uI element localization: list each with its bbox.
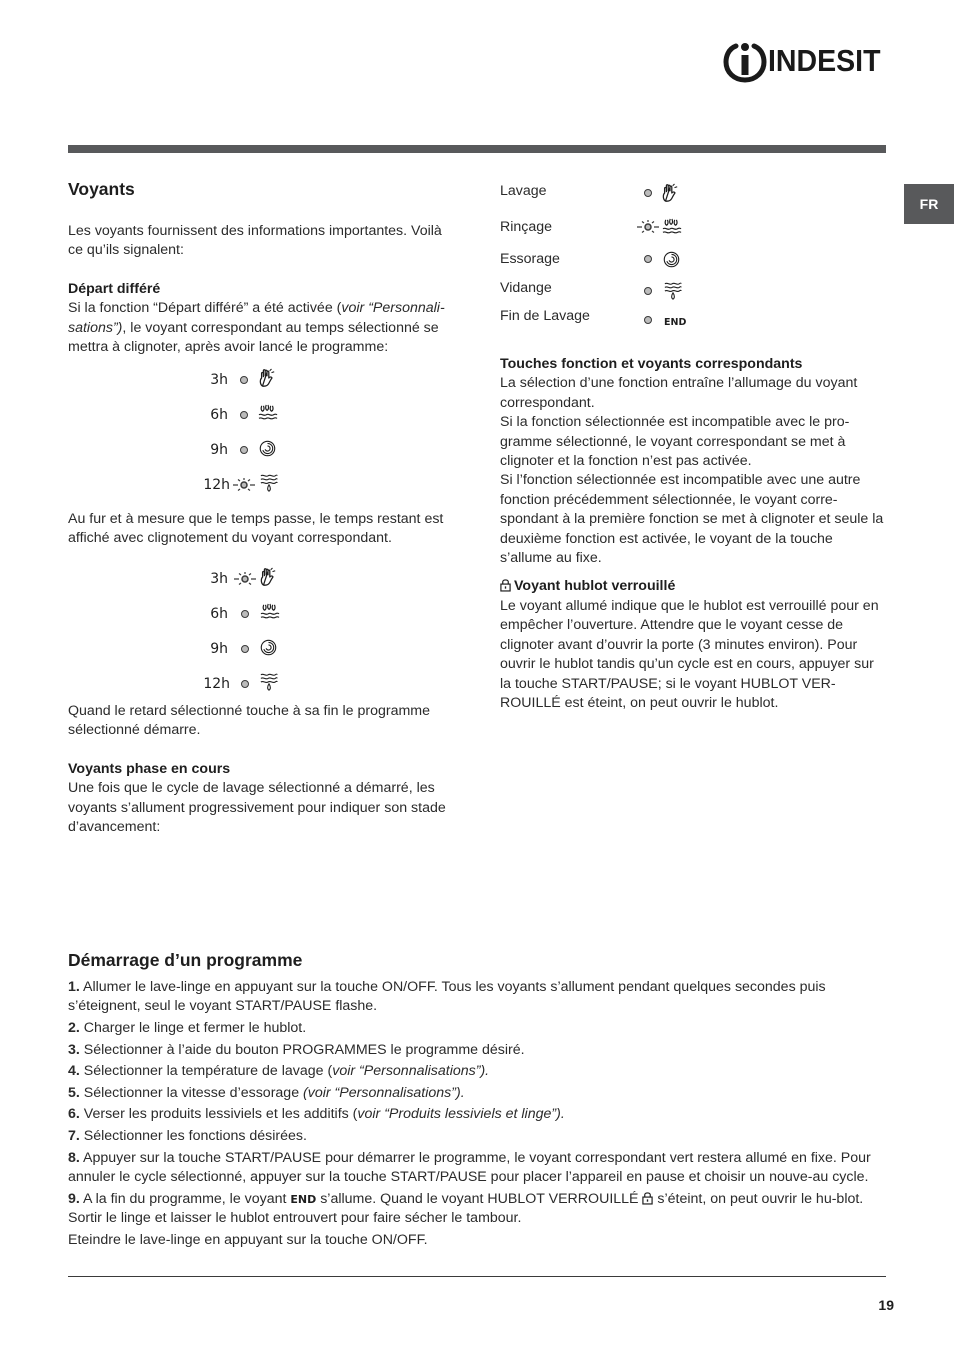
rinse-icon <box>258 404 278 422</box>
led-indicator <box>644 316 652 324</box>
step-item <box>68 1127 886 1146</box>
led-indicator <box>644 287 652 295</box>
led-indicator <box>644 189 652 197</box>
touches-title: Touches fonction et voyants correspondants <box>500 356 803 372</box>
timer-label-9h: 9h <box>210 641 228 657</box>
timer-row-12h <box>196 672 286 694</box>
phase-label-lavage: Lavage <box>500 183 547 199</box>
step-item <box>68 1062 886 1081</box>
step-text: Appuyer sur la touche START/PAUSE pour démarrer le programme, le voyant correspondant vert restera allumé en fixe. Pour annuler le cycle sélectionné, appuyer sur la touche START/PAUSE pour placer l’appareil en pause et choisir un nouve-au cycle. <box>68 1149 871 1185</box>
drain-icon <box>260 672 278 692</box>
page-number: 19 <box>878 1297 894 1313</box>
demarrage-steps <box>68 978 886 1252</box>
timer-row-9h <box>196 637 286 659</box>
end-indicator: END <box>290 1192 317 1206</box>
step-text: A la fin du programme, le voyant <box>79 1190 291 1207</box>
step-item <box>68 1149 886 1188</box>
footer-rule <box>68 1276 886 1277</box>
step-item <box>68 978 886 1017</box>
phase-label-fin-de-lavage: Fin de Lavage <box>500 308 590 324</box>
final-instruction: Eteindre le lave-linge en appuyant sur la touche ON/OFF. <box>68 1231 428 1248</box>
step-number: 7. <box>68 1127 80 1144</box>
blinking-led-icon <box>234 572 256 586</box>
phase-indicator-list <box>0 0 954 340</box>
step-italic: (voir “Personnalisations”). <box>303 1084 465 1101</box>
led-indicator <box>240 446 248 454</box>
spin-icon <box>663 251 680 268</box>
led-indicator <box>241 645 249 653</box>
phase-label-rincage: Rinçage <box>500 219 553 235</box>
step-number: 9. <box>68 1190 80 1207</box>
step-item <box>68 1105 886 1124</box>
step-item <box>68 1019 886 1038</box>
step-number: 3. <box>68 1041 80 1058</box>
hublot-text: Le voyant allumé indique que le hublot est verrouillé pour en empêcher l’ouverture. Attendre que le voyant cesse de clignoter avant d’ouvrir la porte (3 minutes environ). Pour ouvrir le hublot tandis qu’un cycle est en cours, appuyer sur la touche START/PAUSE; si le voyant HUBLOT VER-ROUILLÉ est éteint, on peut ouvrir le hublot. <box>500 597 879 711</box>
timer-label-6h: 6h <box>210 407 228 423</box>
step-text: Verser les produits lessiviels et les additifs ( <box>79 1106 358 1123</box>
depart-title: Départ différé <box>68 280 161 297</box>
step-text: Charger le linge et fermer le hublot. <box>79 1020 307 1036</box>
brand-name: INDESIT <box>768 43 881 78</box>
voyants-title: Voyants <box>68 179 135 199</box>
timer-diagram-2 <box>196 567 286 699</box>
timer-diagram-1 <box>196 368 286 500</box>
led-indicator <box>240 411 248 419</box>
timer-label-12h: 12h <box>203 477 230 493</box>
timer-label-12h: 12h <box>203 676 230 692</box>
step-text: Sélectionner les fonctions désirées. <box>79 1127 307 1144</box>
timer-label-3h: 3h <box>210 571 228 587</box>
led-indicator <box>644 255 652 263</box>
phase-title: Voyants phase en cours <box>68 760 231 777</box>
step-number: 8. <box>68 1149 80 1166</box>
depart-text-b: , le voyant correspondant au temps sélectionné se mettra à clignoter, après avoir lancé le programme: <box>68 319 439 356</box>
timer-label-9h: 9h <box>210 442 228 458</box>
timer-middle-text: Au fur et à mesure que le temps passe, le temps restant est affiché avec clignotement du voyant correspondant. <box>68 511 444 547</box>
step-number: 1. <box>68 979 80 995</box>
lock-icon <box>500 578 511 592</box>
rinse-icon <box>662 218 682 236</box>
touches-section <box>500 355 886 713</box>
step-item <box>68 1041 886 1060</box>
phase-label-essorage: Essorage <box>500 251 560 267</box>
step-text: Sélectionner la vitesse d’essorage <box>79 1084 304 1101</box>
wash-icon <box>259 567 277 587</box>
demarrage-title: Démarrage d’un programme <box>68 950 303 970</box>
phase-label-vidange: Vidange <box>500 280 552 296</box>
timer-row-12h <box>196 473 286 495</box>
timer-row-9h <box>196 438 286 460</box>
phase-description: Une fois que le cycle de lavage sélectionné a démarré, les voyants s’allument progressivement pour indiquer son stade d’avancement: <box>68 780 446 836</box>
step-text: s’allume. Quand le voyant HUBLOT VERROUILLÉ <box>316 1190 643 1207</box>
rinse-icon <box>260 603 280 621</box>
wash-icon <box>258 368 276 388</box>
touches-p1: La sélection d’une fonction entraîne l’allumage du voyant correspondant. <box>500 375 858 411</box>
wash-icon <box>661 183 679 203</box>
delay-end-text: Quand le retard sélectionné touche à sa fin le programme sélectionné démarre. <box>68 703 430 739</box>
step-number: 6. <box>68 1106 80 1123</box>
depart-text-italic: voir “Personnali-sations”) <box>68 300 445 336</box>
language-tab: FR <box>904 184 954 224</box>
step-number: 5. <box>68 1084 80 1101</box>
step-text: Allumer le lave-linge en appuyant sur la touche ON/OFF. Tous les voyants s’allument pendant quelques secondes puis s’éteignent, seul le voyant START/PAUSE flashe. <box>68 979 826 1015</box>
blinking-led-icon <box>233 478 255 492</box>
timer-row-3h <box>196 368 286 390</box>
touches-p3: Si l’fonction sélectionnée est incompatible avec une autre fonction précédemment sélectionnée, le voyant corre-spondant à la première fonction se met à clignoter et seule la deuxième fonction est activée, le voyant de la touche s’allume au fixe. <box>500 472 884 567</box>
phase-section <box>68 702 460 837</box>
step-number: 4. <box>68 1063 80 1080</box>
led-indicator <box>241 680 249 688</box>
led-indicator <box>241 610 249 618</box>
step-italic: voir “Produits lessiviels et linge”). <box>357 1106 565 1123</box>
touches-p2: Si la fonction sélectionnée est incompatible avec le pro-gramme sélectionné, le voyant correspondant se met à clignoter et la fonction n’est pas activée. <box>500 414 850 470</box>
depart-text-a: Si la fonction “Départ différé” a été activée ( <box>68 300 342 317</box>
timer-row-6h <box>196 602 286 624</box>
spin-icon <box>260 639 277 656</box>
spin-icon <box>259 440 276 457</box>
timer-label-3h: 3h <box>210 372 228 388</box>
timer-row-6h <box>196 403 286 425</box>
hublot-title-line <box>500 577 886 596</box>
voyants-intro: Les voyants fournissent des informations importantes. Voilà ce qu’ils signalent: <box>68 223 442 259</box>
step-text: s’éteint, on peut ouvrir le hu-blot. Sortir le linge et laisser le hublot entrouvert pour faire sécher le tambour. <box>68 1190 864 1226</box>
step-italic: voir “Personnalisations”). <box>332 1063 490 1080</box>
timer-label-6h: 6h <box>210 606 228 622</box>
timer-row-3h <box>196 567 286 589</box>
step-number: 2. <box>68 1020 80 1036</box>
step-item <box>68 1084 886 1103</box>
hublot-title: Voyant hublot verrouillé <box>514 578 676 595</box>
step-text: Sélectionner la température de lavage ( <box>79 1063 333 1080</box>
led-indicator <box>240 376 248 384</box>
drain-icon <box>260 473 278 493</box>
step-text: Sélectionner à l’aide du bouton PROGRAMMES le programme désiré. <box>79 1041 525 1058</box>
lock-icon <box>642 1191 653 1205</box>
blinking-led-icon <box>637 220 659 234</box>
step-item <box>68 1190 886 1229</box>
end-indicator: END <box>664 317 687 328</box>
drain-icon <box>664 281 682 301</box>
